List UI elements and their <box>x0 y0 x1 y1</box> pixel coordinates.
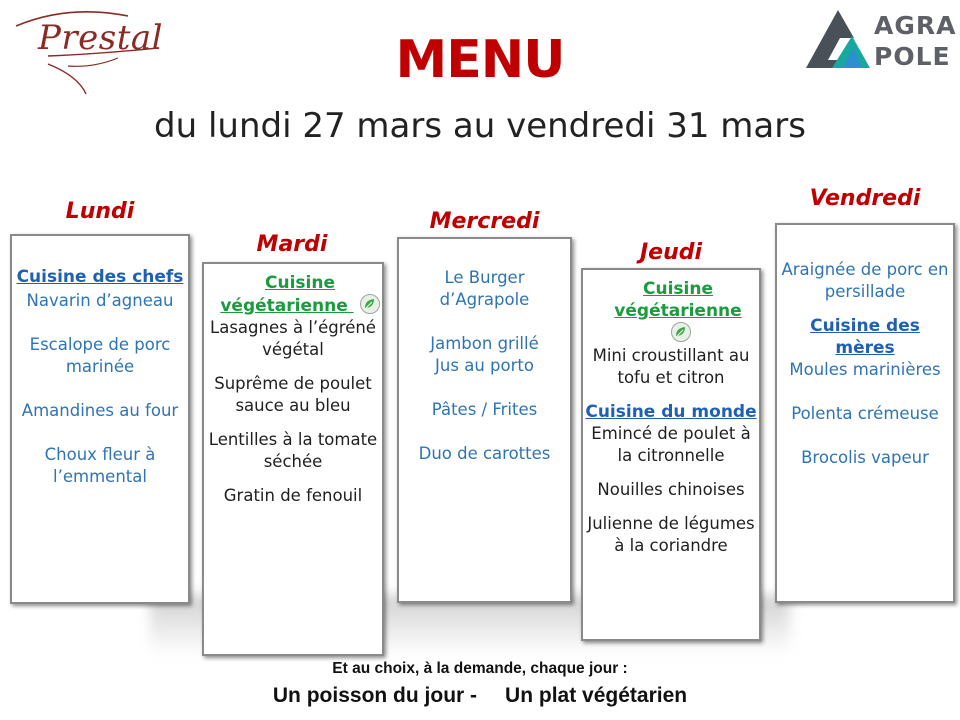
menu-item: sauce au bleu <box>235 396 351 415</box>
day-lundi: Lundi <box>65 199 135 224</box>
section-cuisine-vegetarienne <box>206 272 380 317</box>
prestal-logo-text: Prestal <box>38 18 164 58</box>
agrapole-logo-line1: AGRA <box>874 11 957 40</box>
section-label: Cuisine végétarienne <box>614 279 742 321</box>
footer-option-fish: Un poisson du jour - <box>272 684 478 707</box>
menu-item: Gratin de fenouil <box>223 486 363 505</box>
section-cuisine-vegetarienne <box>585 278 757 345</box>
menu-item: Navarin d’agneau <box>26 291 174 310</box>
day-vendredi: Vendredi <box>809 186 921 211</box>
menu-item: Lentilles à la tomate séchée <box>208 430 378 471</box>
agrapole-logo-line2: POLE <box>874 42 951 71</box>
menu-item: Emincé de poulet à la citronnelle <box>591 424 751 465</box>
section-cuisine-des-meres: Cuisine des mères <box>810 316 920 358</box>
section-cuisine-des-chefs: Cuisine des chefs <box>16 267 184 287</box>
menu-item: Brocolis vapeur <box>801 448 929 467</box>
footer-options <box>0 684 960 708</box>
menu-item: Amandines au four <box>21 401 179 420</box>
leaf-icon <box>671 322 691 342</box>
menu-item: Moules marinières <box>789 360 941 379</box>
menu-item: Lasagnes à l’égréné végétal <box>210 318 376 359</box>
menu-item: Le Burger d’Agrapole <box>439 268 530 309</box>
page-subtitle: du lundi 27 mars au vendredi 31 mars <box>154 106 806 146</box>
menu-item: Jus au porto <box>435 356 534 375</box>
card-vendredi <box>775 223 955 603</box>
menu-item: Choux fleur à l’emmental <box>44 445 156 486</box>
day-mercredi: Mercredi <box>429 209 540 234</box>
menu-item: Jambon grillé <box>430 334 539 353</box>
menu-item: Duo de carottes <box>418 444 551 463</box>
day-jeudi: Jeudi <box>639 240 703 265</box>
menu-item: Escalope de porc marinée <box>29 335 171 376</box>
card-jeudi <box>581 268 761 641</box>
menu-item: Nouilles chinoises <box>597 480 745 499</box>
page-title: MENU <box>395 30 565 90</box>
menu-item: Suprême de poulet <box>214 374 372 393</box>
day-mardi: Mardi <box>256 232 328 257</box>
menu-item: Julienne de légumes à la coriandre <box>587 514 755 555</box>
card-lundi <box>10 234 190 604</box>
menu-item: Polenta crémeuse <box>791 404 939 423</box>
leaf-icon <box>360 294 380 314</box>
section-cuisine-du-monde: Cuisine du monde <box>585 402 757 422</box>
menu-item: Araignée de porc en persillade <box>781 260 949 301</box>
menu-item: Mini croustillant au tofu et citron <box>592 346 750 387</box>
footer-note: Et au choix, à la demande, chaque jour : <box>332 660 628 677</box>
section-label: Cuisine végétarienne <box>220 273 348 316</box>
footer-option-vegetarian: Un plat végétarien <box>505 684 688 707</box>
card-mardi <box>202 262 384 656</box>
card-mercredi <box>397 237 572 603</box>
menu-item: Pâtes / Frites <box>431 400 538 419</box>
